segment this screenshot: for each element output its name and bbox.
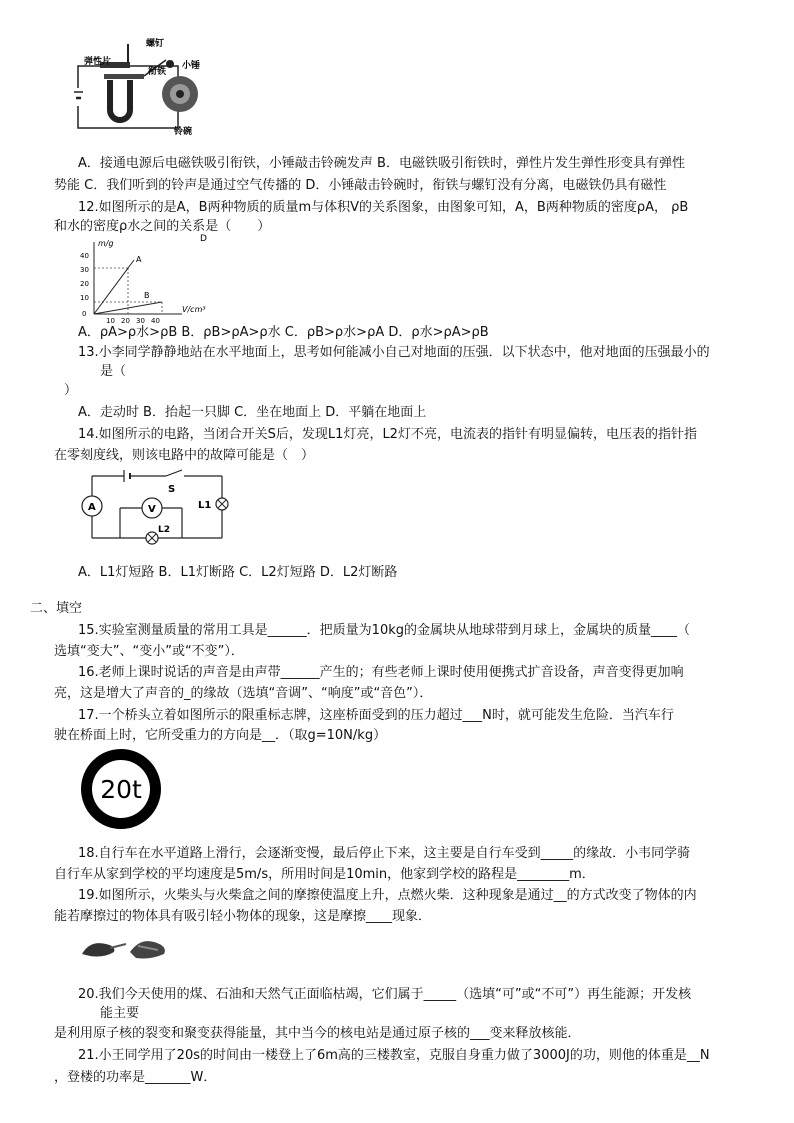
ammeter-label: A	[88, 502, 96, 513]
y-tick-20: 20	[80, 280, 89, 288]
label-spring: 弹性片	[84, 57, 112, 67]
lamp2-label: L2	[158, 525, 170, 535]
q15-line1: 15.实验室测量质量的常用工具是______．把质量为10kg的金属块从地球带到月球上，金属块的质量____（	[78, 623, 690, 638]
q11-options-line1: A．接通电源后电磁铁吸引衔铁，小锤敲击铃碗发声 B．电磁铁吸引衔铁时，弹性片发生弹性形变具有弹性	[78, 156, 685, 171]
match-striking-figure	[80, 934, 170, 962]
q14-options: A．L1灯短路 B．L1灯断路 C．L2灯短路 D．L2灯断路	[78, 565, 398, 580]
q19-line1: 19.如图所示，火柴头与火柴盒之间的摩擦使温度上升，点燃火柴．这种现象是通过__的方式改变了物体的内	[78, 888, 697, 903]
x-tick-40: 40	[151, 317, 160, 324]
electric-bell-figure	[74, 36, 214, 136]
q18-line2: 自行车从家到学校的平均速度是5m/s，所用时间是10min，他家到学校的路程是________m．	[54, 867, 595, 882]
circuit-figure	[76, 468, 236, 550]
q12-line2: 和水的密度ρ水之间的关系是（ ）	[54, 219, 271, 234]
mass-volume-graph	[74, 232, 214, 324]
q19-line2: 能若摩擦过的物体具有吸引轻小物体的现象，这是摩擦____现象．	[54, 909, 432, 924]
graph-y-label: m/g	[98, 239, 114, 248]
switch-label: S	[168, 484, 176, 495]
label-armature: 衔铁	[148, 67, 167, 77]
graph-extra-label: D	[200, 234, 207, 244]
label-bowl: 铃碗	[174, 127, 193, 136]
y-tick-30: 30	[80, 266, 89, 274]
sign-text: 20t	[100, 775, 142, 804]
q17-line2: 驶在桥面上时，它所受重力的方向是__．（取g=10N/kg）	[54, 728, 387, 743]
q21-line1: 21.小王同学用了20s的时间由一楼登上了6m高的三楼教室，克服自身重力做了3000J的功，则他的体重是__N	[78, 1048, 710, 1063]
line-B-label: B	[144, 291, 150, 300]
q11-options-line2: 势能 C．我们听到的铃声是通过空气传播的 D．小锤敲击铃碗时，衔铁与螺钉没有分离，电磁铁仍具有磁性	[54, 178, 667, 193]
q13-line2: 是（	[100, 364, 127, 379]
y-tick-0: 0	[82, 310, 87, 318]
q16-line2: 亮，这是增大了声音的_的缘故（选填“音调”、“响度”或“音色”）．	[54, 686, 433, 701]
q20-line1: 20.我们今天使用的煤、石油和天然气正面临枯竭，它们属于_____（选填“可”或“不可”）再生能源；开发核	[78, 987, 692, 1002]
q13-line3: ）	[64, 383, 78, 398]
q17-line1: 17.一个桥头立着如图所示的限重标志牌，这座桥面受到的压力超过___N时，就可能发生危险．当汽车行	[78, 708, 674, 723]
q16-line1: 16.老师上课时说话的声音是由声带______产生的；有些老师上课时使用便携式扩音设备，声音变得更加响	[78, 665, 684, 680]
q13-line1: 13.小李同学静静地站在水平地面上，思考如何能减小自己对地面的压强．以下状态中，他对地面的压强最小的	[78, 345, 710, 360]
q15-line2: 选填“变大”、“变小”或“不变”）．	[54, 644, 244, 659]
q13-options: A．走动时 B．抬起一只脚 C．坐在地面上 D．平躺在地面上	[78, 405, 427, 420]
q14-line2: 在零刻度线，则该电路中的故障可能是（ ）	[54, 448, 315, 463]
label-hammer: 小锤	[182, 61, 201, 71]
q20-line2: 能主要	[100, 1006, 140, 1021]
label-nail: 螺钉	[146, 39, 165, 49]
q21-line2: ，登楼的功率是_______W．	[54, 1070, 217, 1085]
section-title: 二、填空	[30, 601, 83, 616]
x-tick-10: 10	[106, 317, 115, 324]
y-tick-40: 40	[80, 252, 89, 260]
line-A-label: A	[136, 255, 142, 264]
weight-limit-sign	[80, 748, 162, 830]
x-tick-30: 30	[136, 317, 145, 324]
lamp1-label: L1	[198, 500, 212, 511]
q14-line1: 14.如图所示的电路，当闭合开关S后，发现L1灯亮，L2灯不亮，电流表的指针有明显偏转，电压表的指针指	[78, 427, 697, 442]
graph-x-label: V/cm³	[182, 305, 206, 314]
q12-line1: 12.如图所示的是A，B两种物质的质量m与体积V的关系图象，由图象可知，A，B两种物质的密度ρA， ρB	[78, 200, 689, 215]
voltmeter-label: V	[148, 504, 156, 515]
y-tick-10: 10	[80, 294, 89, 302]
q12-options: A．ρA>ρ水>ρB B．ρB>ρA>ρ水 C．ρB>ρ水>ρA D．ρ水>ρA>ρB	[78, 325, 489, 340]
q20-line3: 是利用原子核的裂变和聚变获得能量，其中当今的核电站是通过原子核的___变来释放核能．	[54, 1026, 581, 1041]
q18-line1: 18.自行车在水平道路上滑行，会逐渐变慢，最后停止下来，这主要是自行车受到_____的缘故．小韦同学骑	[78, 846, 691, 861]
x-tick-20: 20	[121, 317, 130, 324]
